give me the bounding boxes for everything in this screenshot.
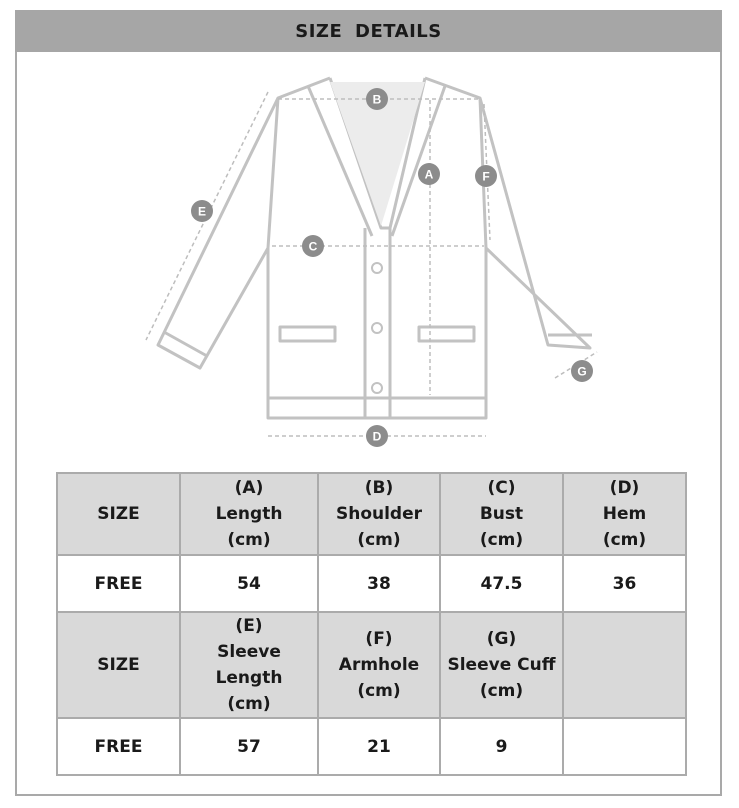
measurement-value-cell <box>563 718 686 775</box>
measurement-unit: (cm) <box>227 530 271 550</box>
measurement-code: (F) <box>365 629 393 649</box>
cardigan-diagram <box>0 52 739 462</box>
marker-f: F <box>482 169 490 184</box>
size-column-header: SIZE <box>57 612 180 718</box>
measurement-value-cell: 38 <box>318 555 440 612</box>
measurement-name: Hem <box>602 504 647 524</box>
measurement-unit: (cm) <box>357 681 401 701</box>
measurement-name: Sleeve Length <box>215 642 283 688</box>
size-table <box>56 472 687 776</box>
measurement-name: Armhole <box>338 655 420 675</box>
measurement-value-cell: 36 <box>563 555 686 612</box>
measurement-name: Shoulder <box>335 504 423 524</box>
measurement-header-cell <box>440 612 563 718</box>
page-title: SIZE DETAILS <box>295 20 442 42</box>
measurement-header-cell <box>180 473 318 555</box>
measurement-unit: (cm) <box>227 694 271 714</box>
measurement-name: Sleeve Cuff <box>447 655 556 675</box>
size-details-header <box>15 10 722 52</box>
measurement-name: Bust <box>479 504 524 524</box>
measurement-value-cell: 54 <box>180 555 318 612</box>
measurement-header-cell <box>563 473 686 555</box>
size-column-header: SIZE <box>57 473 180 555</box>
table-header-row <box>57 612 686 718</box>
measurement-value-cell: 57 <box>180 718 318 775</box>
measurement-header-cell <box>563 612 686 718</box>
measurement-unit: (cm) <box>357 530 401 550</box>
right-sleeve-outline <box>480 98 590 348</box>
measurement-header-cell <box>318 473 440 555</box>
measurement-header-cell <box>180 612 318 718</box>
button-2 <box>372 323 382 333</box>
size-cell: FREE <box>57 555 180 612</box>
left-sleeve-outline <box>158 98 278 368</box>
measurement-code: (B) <box>364 478 394 498</box>
measurement-code: (D) <box>609 478 640 498</box>
marker-c: C <box>308 239 318 254</box>
measurement-code: (E) <box>235 616 263 636</box>
measurement-code: (C) <box>487 478 516 498</box>
button-3 <box>372 383 382 393</box>
marker-e: E <box>197 204 207 219</box>
measurement-unit: (cm) <box>479 530 524 550</box>
measurement-unit: (cm) <box>479 681 524 701</box>
left-pocket <box>280 327 335 341</box>
marker-a: A <box>424 167 434 182</box>
measurement-value-cell: 47.5 <box>440 555 563 612</box>
measurement-code: (A) <box>234 478 264 498</box>
table-row <box>57 555 686 612</box>
measurement-header-cell <box>440 473 563 555</box>
measurement-name: Length <box>215 504 283 524</box>
marker-d: D <box>372 429 382 444</box>
measurement-code: (G) <box>486 629 517 649</box>
size-cell: FREE <box>57 718 180 775</box>
measurement-unit: (cm) <box>602 530 647 550</box>
marker-b: B <box>372 92 382 107</box>
measurement-value-cell: 9 <box>440 718 563 775</box>
table-header-row <box>57 473 686 555</box>
measurement-value-cell: 21 <box>318 718 440 775</box>
measurement-header-cell <box>318 612 440 718</box>
table-row <box>57 718 686 775</box>
marker-g: G <box>577 364 587 379</box>
button-1 <box>372 263 382 273</box>
right-pocket <box>419 327 474 341</box>
